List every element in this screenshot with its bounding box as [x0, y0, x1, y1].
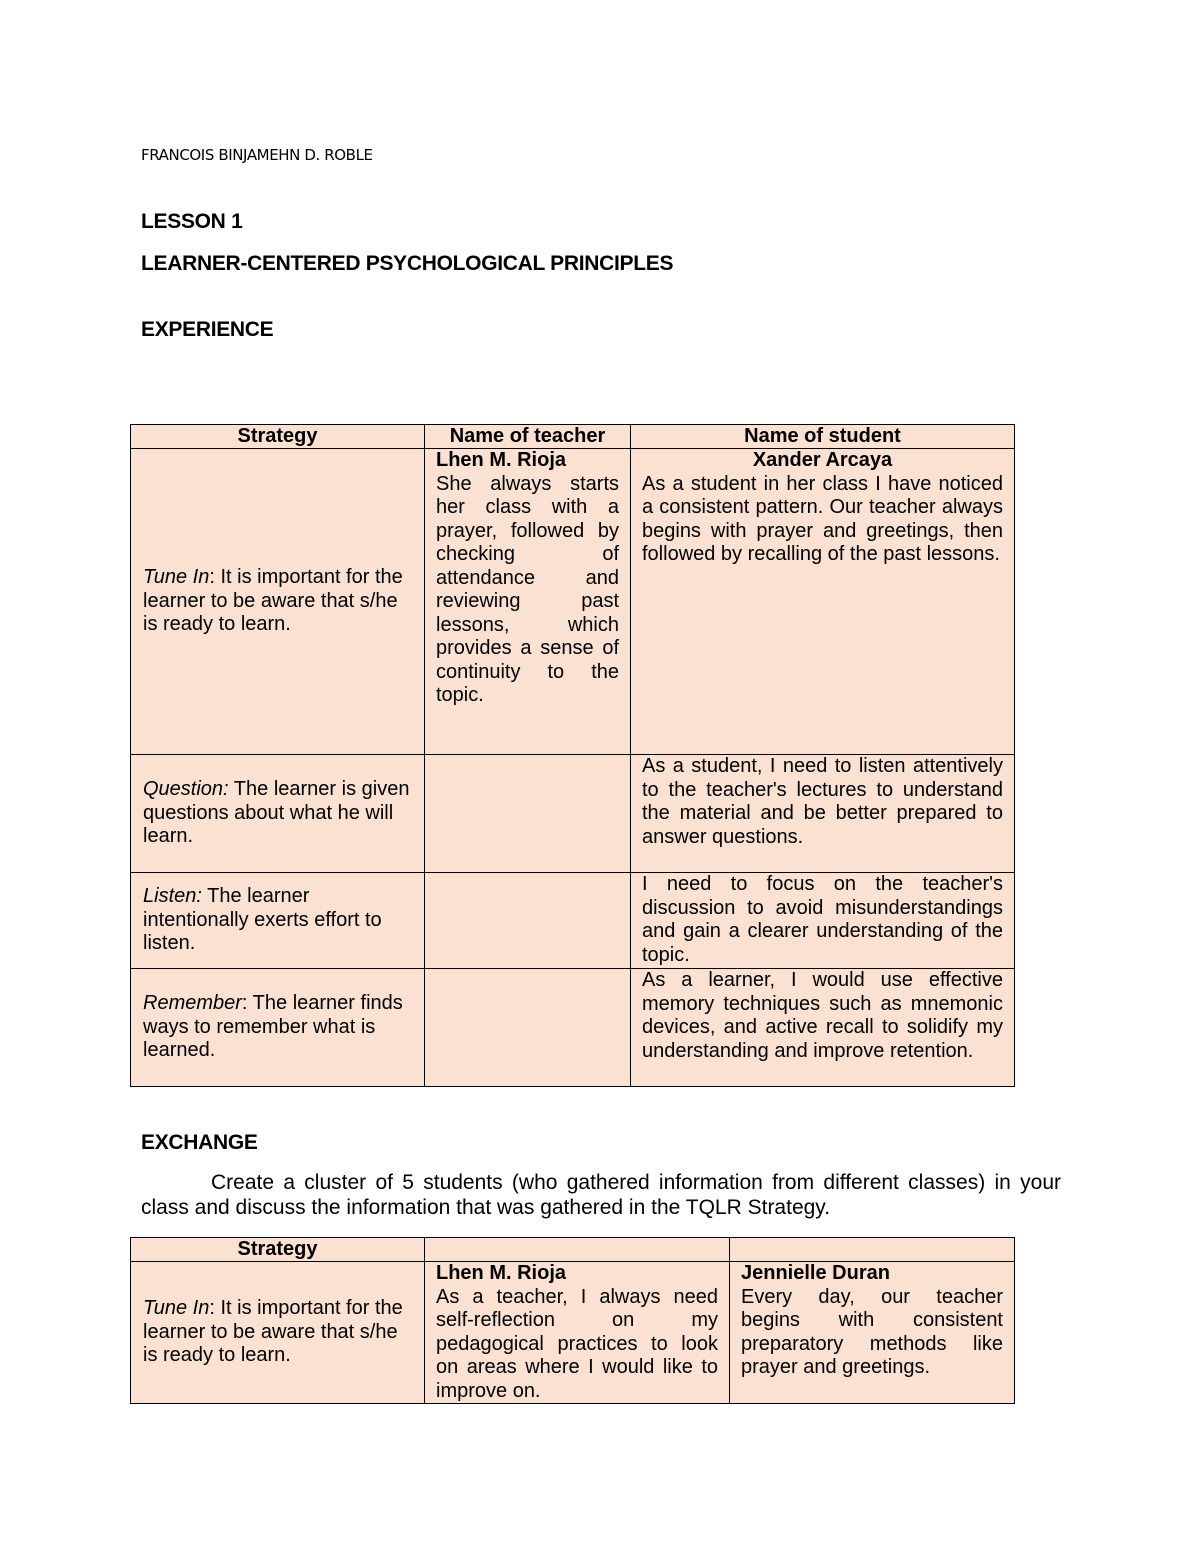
teacher-cell: [425, 1262, 730, 1404]
strategy-description: The learner intentionally exerts effort to listen.: [143, 885, 382, 955]
strategy-name: Tune In: [143, 1297, 210, 1320]
instruction-text: Create a cluster of 5 students (who gathered information from different classes) in your class and discuss the information that was gathered in the TQLR Strategy.: [141, 1171, 1061, 1219]
lesson-title: LEARNER-CENTERED PSYCHOLOGICAL PRINCIPLES: [141, 252, 674, 275]
strategy-cell: [131, 969, 425, 1087]
strategy-description: : It is important for the learner to be aware that s/he is ready to learn.: [143, 566, 403, 636]
strategy-cell: [131, 1262, 425, 1404]
exchange-heading: EXCHANGE: [141, 1131, 258, 1154]
column-header-blank: [730, 1238, 1015, 1262]
teacher-name: Lhen M. Rioja: [436, 449, 566, 471]
experience-heading: EXPERIENCE: [141, 318, 274, 341]
table-header-row: [131, 1238, 1015, 1262]
column-header-teacher: Name of teacher: [425, 425, 631, 449]
table-row: [131, 873, 1015, 969]
exchange-instruction: [141, 1170, 1061, 1220]
strategy-name: Listen:: [143, 885, 202, 908]
teacher-cell: [425, 873, 631, 969]
student-text: Every day, our teacher begins with consistent preparatory methods like prayer and greetings.: [741, 1285, 1003, 1378]
column-header-student: Name of student: [631, 425, 1015, 449]
column-header-strategy: Strategy: [131, 1238, 425, 1262]
table-header-row: [131, 425, 1015, 449]
strategy-description: : The learner finds ways to remember what is learned.: [143, 992, 403, 1062]
strategy-name: Tune In: [143, 566, 210, 589]
table-row: [131, 755, 1015, 873]
teacher-cell: [425, 755, 631, 873]
lesson-number: LESSON 1: [141, 210, 243, 233]
student-cell: As a learner, I would use effective memory techniques such as mnemonic devices, and active recall to solidify my understanding and improve retention.: [631, 969, 1015, 1087]
experience-table: [130, 424, 1015, 1087]
student-text: As a student in her class I have noticed a consistent pattern. Our teacher always begins with prayer and greetings, then followed by recalling of the past lessons.: [642, 472, 1003, 565]
strategy-cell: [131, 873, 425, 969]
strategy-description: : It is important for the learner to be aware that s/he is ready to learn.: [143, 1297, 403, 1367]
student-name: Jennielle Duran: [741, 1262, 890, 1284]
student-name: Xander Arcaya: [752, 449, 893, 471]
teacher-cell: [425, 449, 631, 755]
strategy-name: Question:: [143, 778, 229, 801]
teacher-cell: [425, 969, 631, 1087]
student-cell: I need to focus on the teacher's discussion to avoid misunderstandings and gain a clearer understanding of the topic.: [631, 873, 1015, 969]
student-cell: As a student, I need to listen attentively to the teacher's lectures to understand the material and be better prepared to answer questions.: [631, 755, 1015, 873]
strategy-cell: [131, 449, 425, 755]
strategy-cell: [131, 755, 425, 873]
author-name: FRANCOIS BINJAMEHN D. ROBLE: [141, 146, 373, 164]
teacher-text: As a teacher, I always need self-reflection on my pedagogical practices to look on areas where I would like to improve on.: [436, 1285, 718, 1402]
table-row: [131, 969, 1015, 1087]
column-header-strategy: Strategy: [131, 425, 425, 449]
exchange-table: [130, 1237, 1015, 1404]
strategy-description: The learner is given questions about what he will learn.: [143, 778, 410, 848]
student-cell: [730, 1262, 1015, 1404]
column-header-blank: [425, 1238, 730, 1262]
table-row: [131, 1262, 1015, 1404]
teacher-text: She always starts her class with a prayer, followed by checking of attendance and reviewing past lessons, which provides a sense of continuity to the topic.: [436, 472, 619, 706]
strategy-name: Remember: [143, 992, 242, 1015]
table-row: [131, 449, 1015, 755]
student-cell: [631, 449, 1015, 755]
teacher-name: Lhen M. Rioja: [436, 1262, 566, 1284]
